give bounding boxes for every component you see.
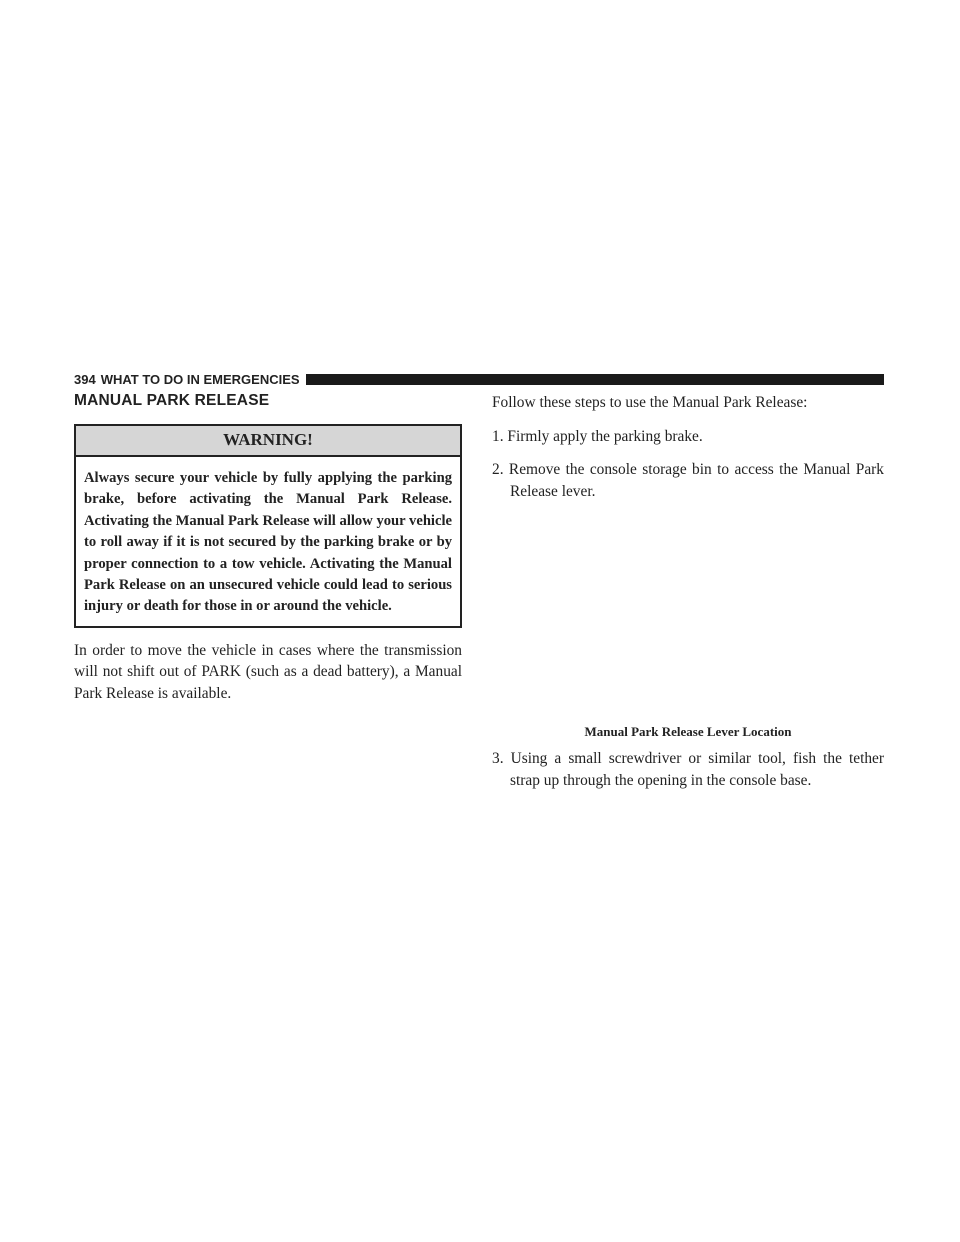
section-title: WHAT TO DO IN EMERGENCIES — [100, 371, 300, 387]
step-3: 3. Using a small screwdriver or similar tool, fish the tether strap up through the opening in the console base. — [492, 750, 884, 789]
section-heading: MANUAL PARK RELEASE — [74, 392, 270, 409]
steps-intro: Follow these steps to use the Manual Park Release: — [492, 394, 808, 411]
left-column — [74, 392, 462, 705]
right-column — [492, 392, 884, 792]
step-2: 2. Remove the console storage bin to access the Manual Park Release lever. — [492, 461, 884, 500]
warning-box — [74, 424, 462, 628]
page-header — [74, 370, 884, 388]
figure-area — [492, 502, 884, 724]
header-rule — [306, 374, 884, 385]
warning-title: WARNING! — [76, 426, 460, 457]
body-paragraph: In order to move the vehicle in cases where the transmission will not shift out of PARK (such as a dead battery), a Manual Park Release is available. — [74, 641, 462, 703]
warning-text: Always secure your vehicle by fully applying the parking brake, before activating the Manual Park Release. Activating the Manual Park Release will allow your vehicle to roll away if it is not secured by the parking brake or by proper connection to a tow vehicle. Activating the Manual Park Release on an unsecured vehicle could lead to serious injury or death for those in or around the vehicle. — [84, 470, 452, 615]
figure-caption: Manual Park Release Lever Location — [584, 724, 792, 740]
step-1: 1. Firmly apply the parking brake. — [492, 427, 703, 445]
page-number: 394 — [74, 371, 96, 387]
